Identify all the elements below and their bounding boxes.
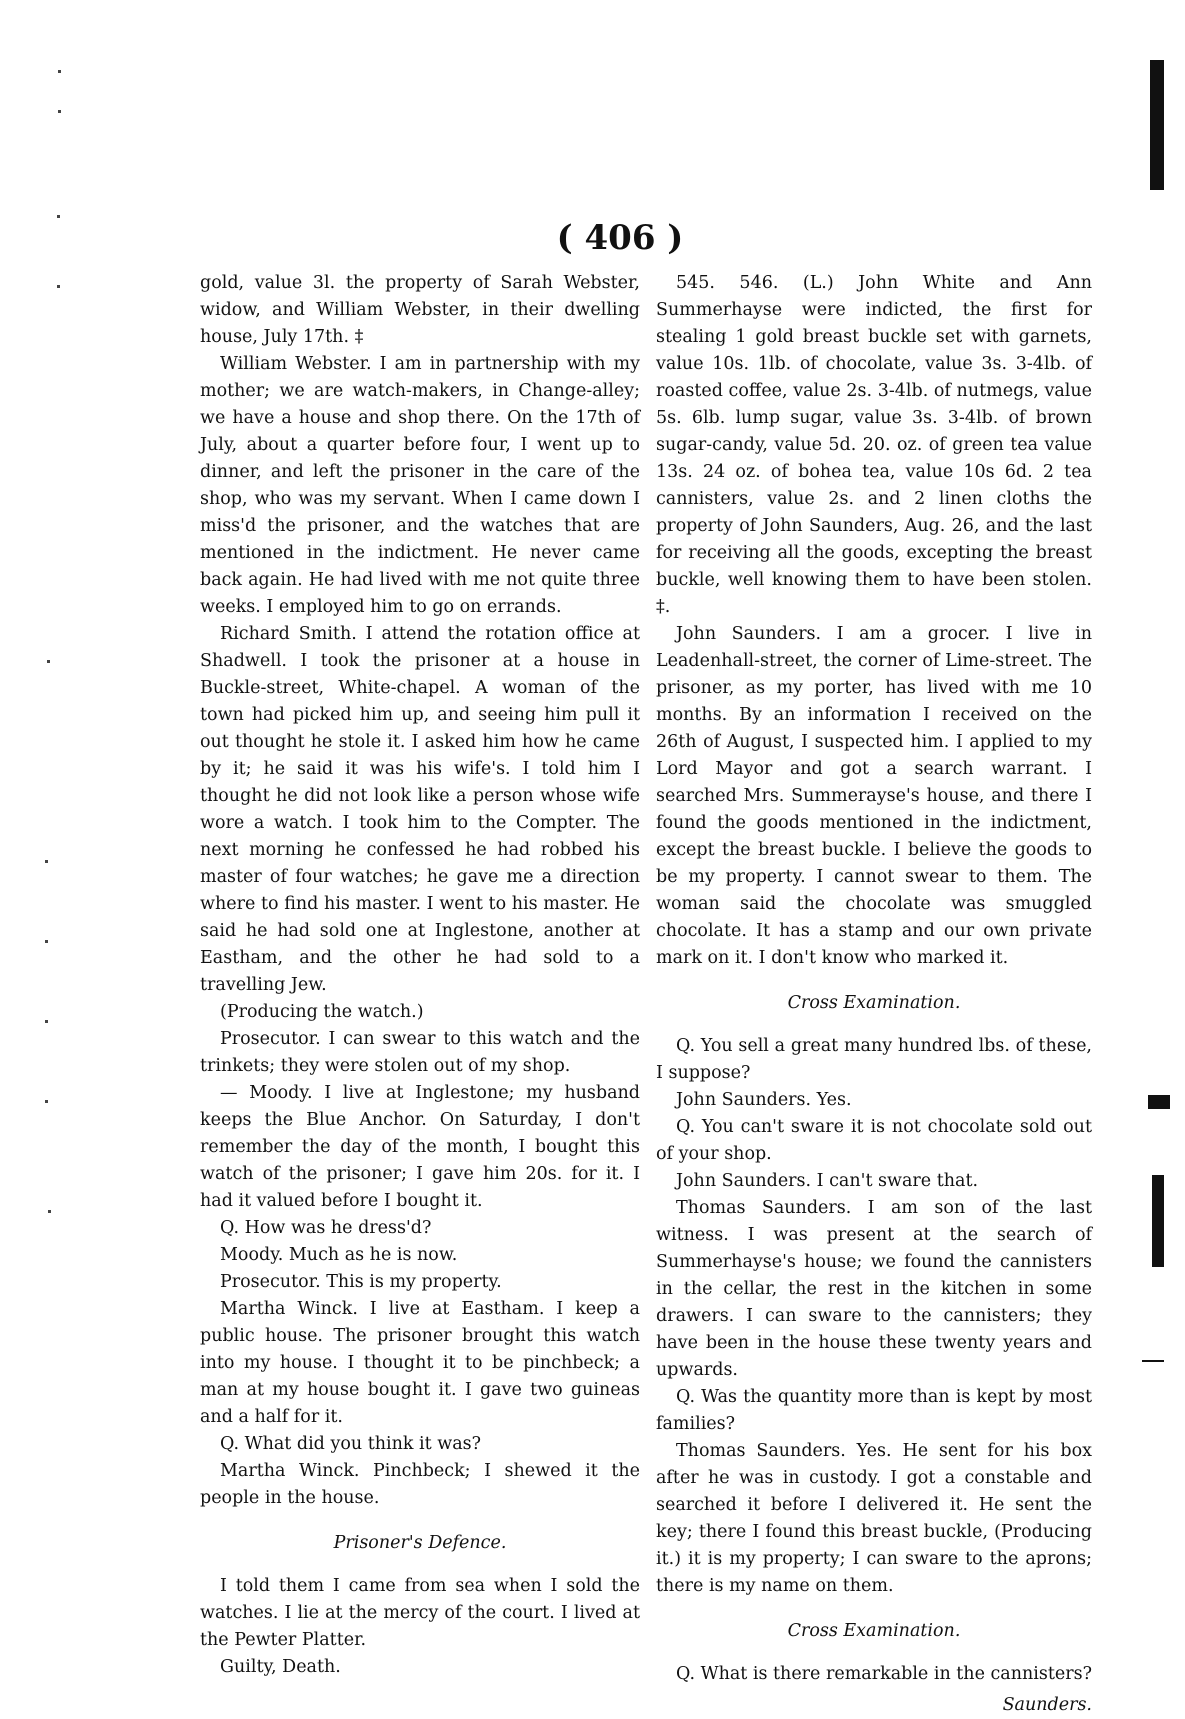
scan-edge-mark: [1152, 1175, 1164, 1267]
paragraph: gold, value 3l. the property of Sarah Webster, widow, and William Webster, in their dwelling house, July 17th. ‡: [200, 273, 640, 347]
section-heading: Cross Examination.: [787, 1621, 961, 1641]
paragraph: Q. What is there remarkable in the cannisters?: [676, 1664, 1092, 1684]
margin-speck: [48, 1210, 51, 1213]
right-column: [656, 270, 1092, 1719]
paragraph: Guilty, Death.: [220, 1657, 341, 1677]
margin-speck: [47, 660, 50, 663]
paragraph: Thomas Saunders. Yes. He sent for his box after he was in custody. I got a constable and searched it before I delivered it. He sent the key; there I found this breast buckle, (Producing it.) it is my property; I can sware to the aprons; there is my name on them.: [656, 1441, 1092, 1596]
paragraph: Martha Winck. Pinchbeck; I shewed it the people in the house.: [200, 1461, 640, 1508]
paragraph: Moody. Much as he is now.: [220, 1245, 458, 1265]
paragraph: Q. You sell a great many hundred lbs. of these, I suppose?: [656, 1036, 1092, 1083]
margin-speck: [58, 110, 61, 113]
paragraph: — Moody. I live at Inglestone; my husband keeps the Blue Anchor. On Saturday, I don't remember the day of the month, I bought this watch of the prisoner; I gave him 20s. for it. I had it valued before I bought it.: [200, 1083, 640, 1211]
scan-edge-mark: [1142, 1360, 1164, 1362]
paragraph: William Webster. I am in partnership with my mother; we are watch-makers, in Change-alley; we have a house and shop there. On the 17th of July, about a quarter before four, I went up to dinner, and left the prisoner in the care of the shop, who was my servant. When I came down I miss'd the prisoner, and the watches that are mentioned in the indictment. He never came back again. He had lived with me not quite three weeks. I employed him to go on errands.: [200, 354, 640, 617]
section-heading: Prisoner's Defence.: [333, 1533, 507, 1553]
paragraph: Q. Was the quantity more than is kept by most families?: [656, 1387, 1092, 1434]
paragraph: I told them I came from sea when I sold the watches. I lie at the mercy of the court. I lived at the Pewter Platter.: [200, 1576, 640, 1650]
scan-edge-mark: [1148, 1095, 1170, 1109]
margin-speck: [45, 860, 48, 863]
paragraph: 545. 546. (L.) John White and Ann Summerhayse were indicted, the first for stealing 1 gold breast buckle set with garnets, value 10s. 1lb. of chocolate, value 3s. 3-4lb. of roasted coffee, value 2s. 3-4lb. of nutmegs, value 5s. 6lb. lump sugar, value 3s. 3-4lb. of brown sugar-candy, value 5d. 20. oz. of green tea value 13s. 24 oz. of bohea tea, value 10s 6d. 2 tea cannisters, value 2s. and 2 linen cloths the property of John Saunders, Aug. 26, and the last for receiving all the goods, excepting the breast buckle, well knowing them to have been stolen. ‡.: [656, 273, 1092, 617]
paragraph: Prosecutor. I can swear to this watch and the trinkets; they were stolen out of my shop.: [200, 1029, 640, 1076]
paragraph: John Saunders. I am a grocer. I live in Leadenhall-street, the corner of Lime-street. The prisoner, as my porter, has lived with me 10 months. By an information I received on the 26th of August, I suspected him. I applied to my Lord Mayor and got a search warrant. I searched Mrs. Summerayse's house, and there I found the goods mentioned in the indictment, except the breast buckle. I believe the goods to be my property. I cannot swear to them. The woman said the chocolate was smuggled chocolate. It has a stamp and our own private mark on it. I don't know who marked it.: [656, 624, 1092, 968]
left-column: [200, 270, 640, 1681]
margin-speck: [45, 1020, 48, 1023]
paragraph: Richard Smith. I attend the rotation office at Shadwell. I took the prisoner at a house in Buckle-street, White-chapel. A woman of the town had picked him up, and seeing him pull it out thought he stole it. I asked him how he came by it; he said it was his wife's. I told him I thought he did not look like a person whose wife wore a watch. I took him to the Compter. The next morning he confessed he had robbed his master of four watches; he gave me a direction where to find his master. I went to his master. He said he had sold one at Inglestone, another at Eastham, and the other he had sold to a travelling Jew.: [200, 624, 640, 995]
margin-speck: [57, 215, 60, 218]
margin-speck: [45, 1100, 48, 1103]
margin-speck: [58, 70, 61, 73]
paragraph: John Saunders. Yes.: [676, 1090, 852, 1110]
paragraph: Q. You can't sware it is not chocolate sold out of your shop.: [656, 1117, 1092, 1164]
paragraph: Martha Winck. I live at Eastham. I keep a public house. The prisoner brought this watch into my house. I thought it to be pinchbeck; a man at my house bought it. I gave two guineas and a half for it.: [200, 1299, 640, 1427]
paragraph: (Producing the watch.): [220, 1002, 424, 1022]
section-heading: Cross Examination.: [787, 993, 961, 1013]
paragraph: John Saunders. I can't sware that.: [676, 1171, 979, 1191]
margin-speck: [45, 940, 48, 943]
catchword: Saunders.: [1002, 1695, 1092, 1715]
margin-speck: [57, 285, 60, 288]
paragraph: Thomas Saunders. I am son of the last witness. I was present at the search of Summerhayse's house; we found the cannisters in the cellar, the rest in the kitchen in some drawers. I can sware to the cannisters; they have been in the house these twenty years and upwards.: [656, 1198, 1092, 1380]
scan-edge-mark: [1150, 60, 1164, 190]
paragraph: Prosecutor. This is my property.: [220, 1272, 502, 1292]
page-number: ( 406 ): [556, 218, 684, 258]
paragraph: Q. What did you think it was?: [220, 1434, 482, 1454]
paragraph: Q. How was he dress'd?: [220, 1218, 432, 1238]
